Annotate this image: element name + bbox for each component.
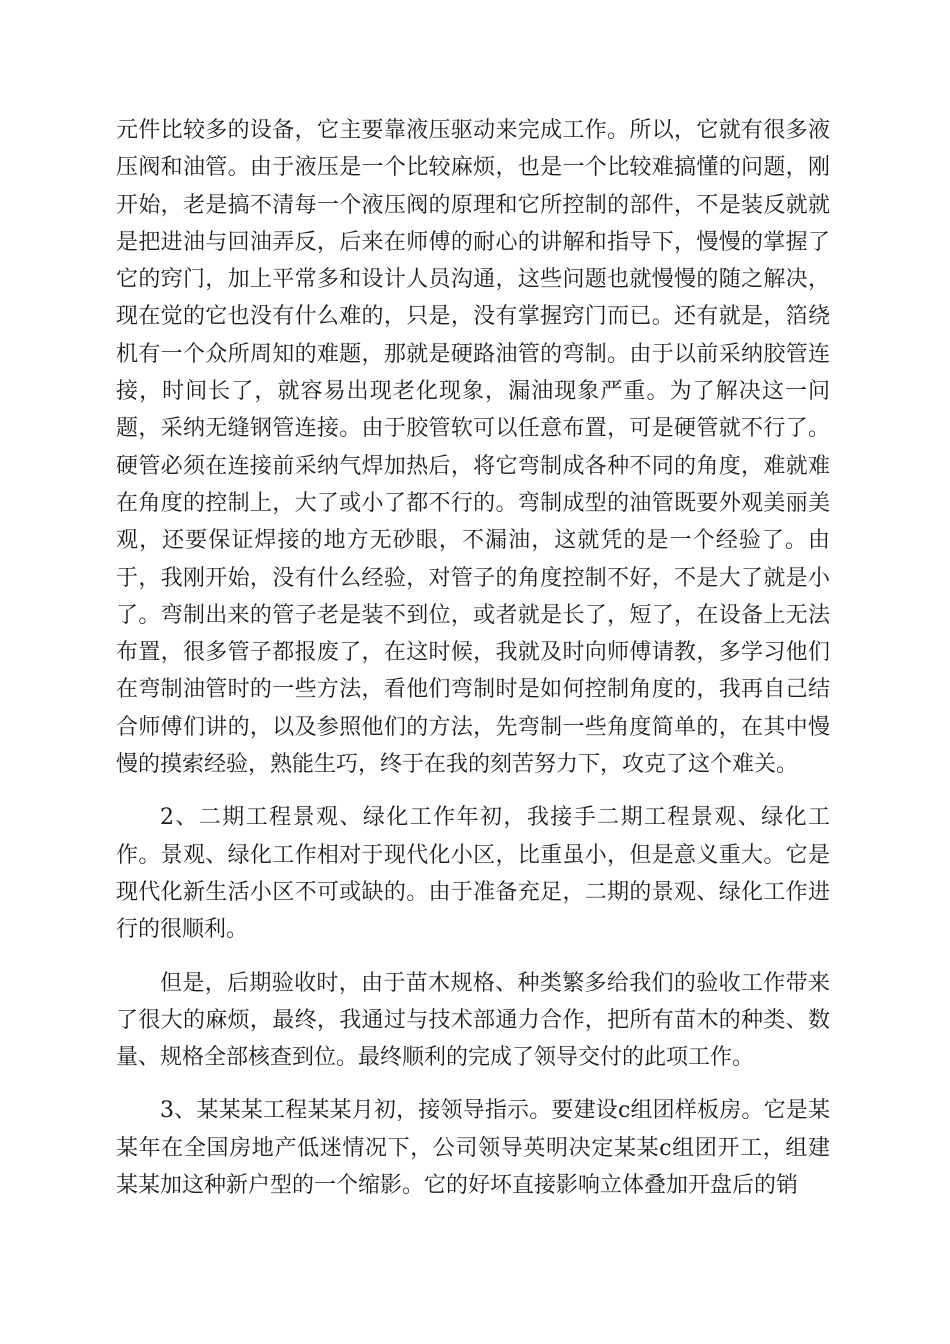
paragraph-model-house-project: 3、某某某工程某某月初，接领导指示。要建设c组团样板房。它是某某年在全国房地产低迷情况下，公司领导英明决定某某c组团开工，组建某某加这种新户型的一个缩影。它的好坏直接影响立体叠加开盘后的销 [116,1098,830,1199]
paragraph-spacer [116,949,830,965]
paragraph-landscaping-phase-two: 2、二期工程景观、绿化工作年初，我接手二期工程景观、绿化工作。景观、绿化工作相对于现代化小区，比重虽小，但是意义重大。它是现代化新生活小区不可或缺的。由于准备充足，二期的景观、绿化工作进行的很顺利。 [116,805,830,943]
document-body [116,112,830,1204]
paragraph-spacer [116,783,830,799]
paragraph-acceptance-inspection: 但是，后期验收时，由于苗木规格、种类繁多给我们的验收工作带来了很大的麻烦，最终，我通过与技术部通力合作，把所有苗木的种类、数量、规格全部核查到位。最终顺利的完成了领导交付的此项工作。 [116,970,830,1071]
paragraph-hydraulic-tubing: 元件比较多的设备，它主要靠液压驱动来完成工作。所以，它就有很多液压阀和油管。由于液压是一个比较麻烦，也是一个比较难搞懂的问题，刚开始，老是搞不清每一个液压阀的原理和它所控制的部件，不是装反就就是把进油与回油弄反，后来在师傅的耐心的讲解和指导下，慢慢的掌握了它的窍门，加上平常多和设计人员沟通，这些问题也就慢慢的随之解决，现在觉的它也没有什么难的，只是，没有掌握窍门而已。还有就是，箔绕机有一个众所周知的难题，那就是硬路油管的弯制。由于以前采纳胶管连接，时间长了，就容易出现老化现象，漏油现象严重。为了解决这一问题，采纳无缝钢管连接。由于胶管软可以任意布置，可是硬管就不行了。硬管必须在连接前采纳气焊加热后，将它弯制成各种不同的角度，难就难在角度的控制上，大了或小了都不行的。弯制成型的油管既要外观美丽美观，还要保证焊接的地方无砂眼，不漏油，这就凭的是一个经验了。由于，我刚开始，没有什么经验，对管子的角度控制不好，不是大了就是小了。弯制出来的管子老是装不到位，或者就是长了，短了，在设备上无法布置，很多管子都报废了，在这时候，我就及时向师傅请教，多学习他们在弯制油管时的一些方法，看他们弯制时是如何控制角度的，我再自己结合师傅们讲的，以及参照他们的方法，先弯制一些角度简单的，在其中慢慢的摸索经验，熟能生巧，终于在我的刻苦努力下，攻克了这个难关。 [116,118,830,778]
paragraph-spacer [116,1076,830,1092]
